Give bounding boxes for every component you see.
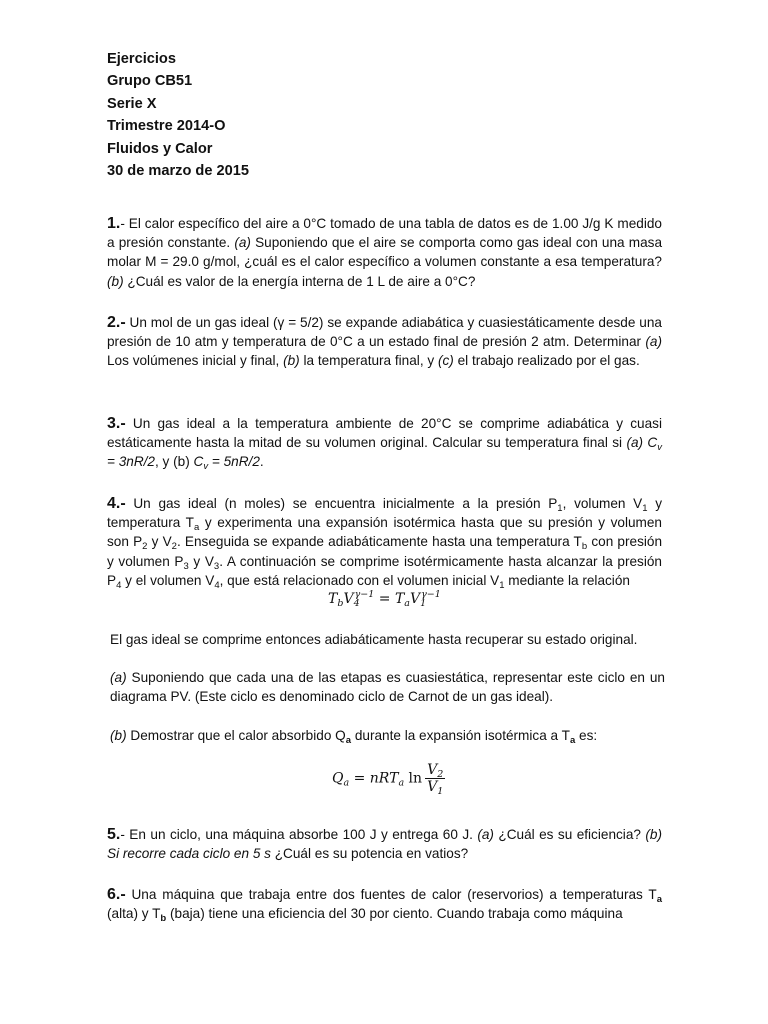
text: (baja) tiene una eficiencia del 30 por ciento. Cuando trabaja como máquina <box>166 906 623 922</box>
text: mediante la relación <box>504 572 630 588</box>
subscript: 4 <box>214 579 220 591</box>
equation-heat-absorbed <box>332 762 445 795</box>
part-label: (b) <box>283 353 300 369</box>
formula: = 5nR/2 <box>208 454 260 470</box>
text: (alta) y T <box>107 906 161 922</box>
subscript: 1 <box>557 503 563 514</box>
exercise-4-part-b <box>110 726 665 745</box>
subscript: 2 <box>437 769 444 780</box>
text: - En un ciclo, una máquina absorbe 100 J y entrega 60 J. <box>120 827 478 842</box>
exercise-number: 6.- <box>107 886 126 903</box>
text: , que está relacionado con el volumen inicial V <box>219 572 500 588</box>
superscript: γ−1 <box>421 589 441 600</box>
exercise-4 <box>107 494 662 590</box>
part-label: (c) <box>437 353 454 369</box>
header-series: Serie X <box>107 95 157 112</box>
text: . Enseguida se expande adiabáticamente hasta una temperatura T <box>176 534 582 550</box>
text: ¿Cuál es su eficiencia? <box>493 827 646 842</box>
part-label: (b) Si recorre cada ciclo en 5 s <box>107 827 663 862</box>
text: Un mol de un gas ideal (γ = 5/2) se expande adiabática y cuasiestáticamente desde una presión de 10 atm y temperatura de 0°C a un estado final de presión 2 atm. Determinar <box>107 315 662 350</box>
exercise-number: 5. <box>107 826 121 843</box>
text: Un gas ideal a la temperatura ambiente de 20°C se comprime adiabática y cuasi estáticamente hasta la mitad de su volumen original. Calcular su temperatura final si <box>107 416 662 451</box>
subscript: v <box>203 461 209 473</box>
subscript: v <box>657 442 663 454</box>
eq-symbol: V <box>343 591 354 607</box>
paragraph-compression: El gas ideal se comprime entonces adiabáticamente hasta recuperar su estado original. <box>110 632 638 647</box>
exercise-number: 2.- <box>107 314 126 331</box>
eq-symbol: Q <box>332 770 344 787</box>
eq-symbol: T <box>328 591 338 607</box>
exercise-number: 4.- <box>107 495 126 512</box>
text: y experimenta una expansión isotérmica hasta que su presión y volumen son P <box>107 515 662 550</box>
subscript: 1 <box>437 786 444 797</box>
subscript: b <box>160 913 167 925</box>
text: Los volúmenes inicial y final, <box>107 353 284 369</box>
subscript: a <box>656 894 662 905</box>
eq-symbol: = <box>374 591 395 607</box>
equation-adiabatic-relation <box>328 590 441 609</box>
text: Un gas ideal (n moles) se encuentra inicialmente a la presión P <box>125 496 558 511</box>
part-label: (b) <box>107 273 124 289</box>
header-date: 30 de marzo de 2015 <box>107 163 249 180</box>
subscript: 4 <box>353 598 360 609</box>
subscript: 1 <box>642 503 648 514</box>
eq-symbol: T <box>394 591 405 607</box>
exercise-3 <box>107 414 662 472</box>
text: y temperatura T <box>107 496 663 531</box>
part-label: (a) <box>110 670 127 685</box>
part-label: (a) <box>234 235 251 251</box>
subscript: b <box>581 541 588 553</box>
subscript: 2 <box>171 541 177 553</box>
denominator: V <box>427 779 438 795</box>
text: ¿Cuál es su potencia en vatios? <box>270 846 469 862</box>
part-label: (a) <box>645 334 662 350</box>
subscript: 3 <box>213 560 220 572</box>
text: Demostrar que el calor absorbido Q <box>126 728 346 743</box>
text: . <box>259 454 264 470</box>
subscript: b <box>337 598 344 609</box>
header-course: Fluidos y Calor <box>107 140 213 157</box>
text: el trabajo realizado por el gas. <box>453 353 640 369</box>
exercise-4-part-a <box>110 668 665 706</box>
text: es: <box>575 728 598 743</box>
subscript: 2 <box>142 541 148 553</box>
exercise-number: 3.- <box>107 415 126 432</box>
text: - El calor específico del aire a 0°C tomado de una tabla de datos es de 1.00 J/g K medido a presión constante. <box>107 216 662 251</box>
header-title: Ejercicios <box>107 51 176 67</box>
text: . A continuación se comprime isotérmicamente hasta alcanzar la presión P <box>107 553 662 588</box>
exercise-5 <box>107 825 662 863</box>
subscript: 1 <box>499 579 505 591</box>
text: durante la expansión isotérmica a T <box>351 728 570 743</box>
subscript: a <box>345 735 352 746</box>
subscript: a <box>398 777 405 789</box>
document-header <box>107 48 249 182</box>
text: y V <box>147 534 172 550</box>
formula: C <box>193 454 204 470</box>
subscript: 4 <box>116 579 122 591</box>
text: y el volumen V <box>121 572 215 588</box>
text: Una máquina que trabaja entre dos fuentes de calor (reservorios) a temperaturas T <box>125 887 657 902</box>
text: y V <box>188 553 214 569</box>
exercise-6 <box>107 885 662 923</box>
text: la temperatura final, y <box>299 353 438 369</box>
part-label: (a) C <box>626 435 658 451</box>
numerator: V <box>427 762 438 778</box>
formula: = 3nR/2 <box>107 454 155 470</box>
fraction <box>425 762 445 795</box>
subscript: a <box>404 598 410 609</box>
eq-symbol: = nRT <box>349 770 399 787</box>
text: , y (b) <box>155 454 194 470</box>
exercise-2 <box>107 313 662 371</box>
subscript: a <box>193 522 200 534</box>
subscript: a <box>569 735 576 746</box>
text: con presión y volumen P <box>107 534 663 569</box>
text: Suponiendo que el aire se comporta como gas ideal con una masa molar M = 29.0 g/mol, ¿cuál es el calor específico a volumen constante a esa temperatura? <box>107 235 662 270</box>
part-label: (b) <box>110 728 127 743</box>
part-label: (a) <box>477 827 494 842</box>
text: , volumen V <box>562 496 643 511</box>
superscript: γ−1 <box>354 589 375 600</box>
subscript: 3 <box>183 560 189 572</box>
eq-symbol: V <box>409 591 421 607</box>
exercise-number: 1. <box>107 215 121 232</box>
subscript: 1 <box>420 598 427 609</box>
exercise-1 <box>107 214 662 291</box>
eq-symbol: ln <box>404 770 423 787</box>
header-group: Grupo CB51 <box>107 73 193 90</box>
text: ¿Cuál es valor de la energía interna de 1 L de aire a 0°C? <box>123 273 476 289</box>
text: Suponiendo que cada una de las etapas es cuasiestática, representar este ciclo en un diagrama PV. (Este ciclo es denominado ciclo de Carnot de un gas ideal). <box>110 670 665 705</box>
header-term: Trimestre 2014-O <box>107 118 226 135</box>
subscript: a <box>343 777 350 789</box>
